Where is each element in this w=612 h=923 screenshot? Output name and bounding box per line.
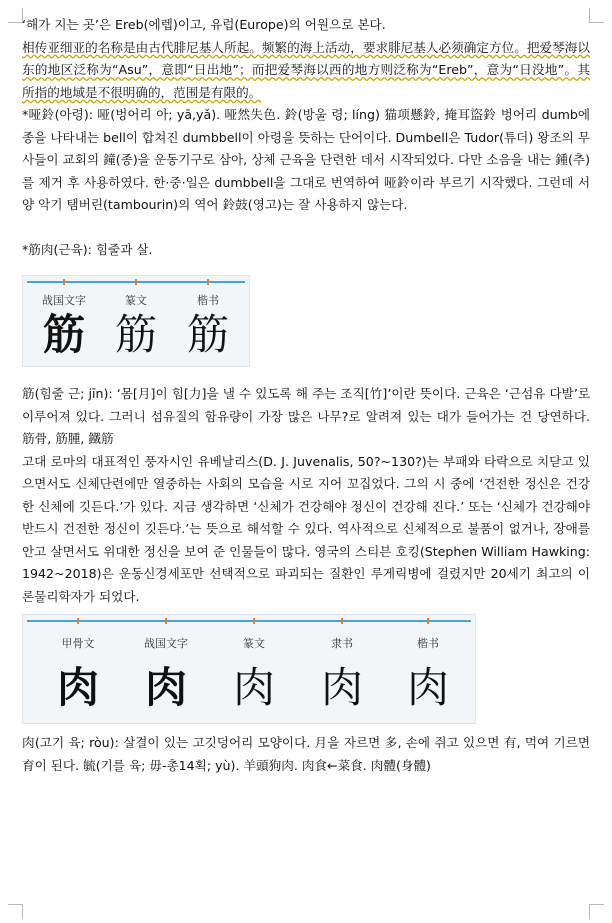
figure-tick [253,618,255,624]
figure-label-zhuanwen: 篆文 [243,637,265,650]
paragraph-chinese-asia-origin: 相传亚细亚的名称是由古代腓尼基人所起。频繁的海上活动，要求腓尼基人必须确定方位。把爱琴海以东的地区泛称为“Asu”，意即“日出地”；而把爱琴海以西的地方则泛称为“Ereb”，意为“日没地”。其所指的地域是不很明确的，范围是有限的。 [22,39,590,100]
figure-rou-script-evolution [22,614,476,724]
blank-line [22,217,590,239]
paragraph-muscle-heading: *筋肉(근육): 힘줄과 살. [22,241,153,257]
glyph-jin-kaishu: 筋 [186,310,229,359]
figure-tick [77,618,79,624]
page-corner-top-left [8,8,23,23]
glyph-rou-zhanguo: 肉 [144,663,187,712]
paragraph-dumbbell: *哑鈴(아령): 哑(벙어리 아; yā,yǎ). 哑然失色. 鈴(방울 령; líng) 猫项懸鈴, 掩耳盜鈴 벙어리 dumb에 종을 나타내는 bell이 합쳐진 dumbbell이 아령을 뜻하는 단어이다. Dumbell은 Tudor(튜더) 왕조의 무사들이 교회의 鐘(종)을 운동기구로 삼아, 상체 근육을 단련한 데서 시작되었다. 다만 소음을 내는 鍾(추)를 제거 후 사용하였다. 한·중·일은 dumbbell을 그대로 번역하여 哑鈴이라 부르기 시작했다. 그런데 서양 악기 탬버린(tambourin)의 역어 鈴鼓(영고)는 잘 사용하지 않는다. [22,107,590,212]
figure-label-kaishu: 楷书 [417,637,439,650]
page-corner-bottom-left [8,904,23,919]
figure-tick [135,279,137,285]
figure-label-kaishu: 楷书 [197,294,219,307]
figure-label-lishu: 隶书 [331,637,353,650]
paragraph-rou-definition: 肉(고기 육; ròu): 살결이 있는 고깃덩어리 모양이다. 月을 자르면 多, 손에 쥐고 있으면 有, 먹여 기르면 育이 된다. 毓(기를 육; 毋-총14획; yù). 羊頭狗肉. 肉食←菜食. 肉體(身體) [22,735,590,773]
figure-label-zhanguo: 战国文字 [42,294,86,307]
figure-tick [427,618,429,624]
figure-label-zhanguo: 战国文字 [144,637,188,650]
glyph-rou-jiaguwen: 肉 [56,663,99,712]
glyph-rou-kaishu: 肉 [406,663,449,712]
glyph-rou-lishu: 肉 [320,663,363,712]
glyph-jin-zhuanwen: 筋 [114,310,157,359]
paragraph-jin-definition: 筋(힘줄 근; jīn): ‘몸[月]이 힘[力]을 낼 수 있도록 해 주는 조직[竹]’이란 뜻이다. 근육은 ‘근섬유 다발’로 이루어져 있다. 그러니 섬유질의 함유량이 가장 많은 나무?로 알려져 있는 대가 들어가는 건 당연하다. 筋骨, 筋腫, 鐵筋 [22,386,590,446]
glyph-jin-zhanguo: 筋 [42,310,85,359]
figure-tick [63,279,65,285]
glyph-rou-zhuanwen: 肉 [232,663,275,712]
figure-tick [341,618,343,624]
paragraph-juvenalis: 고대 로마의 대표적인 풍자시인 유베날리스(D. J. Juvenalis, 50?~130?)는 부패와 타락으로 치닫고 있으면서도 신체단련에만 열중하는 사회의 모습을 시로 지어 꼬집었다. 그의 시 중에 ‘건전한 정신은 건강한 신체에 깃든다.’가 있다. 지금 생각하면 ‘신체가 건강해야 정신이 건강해 진다.’ 또는 ‘신체가 건강해야 반드시 건전한 정신이 깃든다.’는 뜻으로 해석할 수 있다. 역사적으로 신체적으로 불품이 없거나, 장애를 안고 살면서도 위대한 정신을 보여 준 인물들이 많다. 영국의 스티븐 호킹(Stephen William Hawking: 1942~2018)은 운동신경세포만 선택적으로 파괴되는 질환인 루게릭병에 걸렸지만 20세기 최고의 이론물리학자가 되었다. [22,453,590,604]
figure-label-zhuanwen: 篆文 [125,294,147,307]
figure-tick [165,618,167,624]
figure-tick [207,279,209,285]
document-body [22,14,590,777]
figure-label-jiaguwen: 甲骨文 [61,637,95,650]
figure-rule-line [27,620,471,622]
page-corner-top-right [589,8,604,23]
figure-jin-script-evolution [22,275,250,367]
paragraph-ereb: ‘해가 지는 곳’은 Ereb(에렙)이고, 유럽(Europe)의 어원으로 본다. [22,17,386,32]
page-corner-bottom-right [589,904,604,919]
